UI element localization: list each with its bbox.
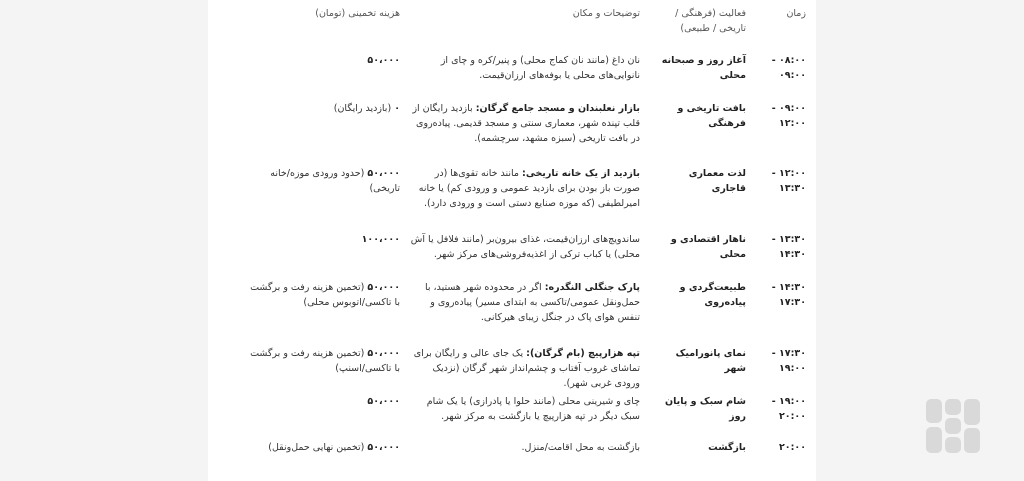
row-time: ۱۳:۳۰ - ۱۴:۳۰ xyxy=(771,234,806,260)
row-cost-note: (بازدید رایگان) xyxy=(333,103,395,114)
row-time: ۱۴:۳۰ - ۱۷:۳۰ xyxy=(771,282,806,308)
row-cost xyxy=(250,394,400,409)
row-desc-bold: تپه هزارپیچ (بام گرگان): xyxy=(526,348,640,359)
row-cost-note: (تخمین هزینه رفت و برگشت با تاکسی/اسنپ) xyxy=(250,348,400,374)
logo-grid-icon xyxy=(924,397,982,455)
row-time: ۲۰:۰۰ xyxy=(779,442,806,453)
row-time: ۱۹:۰۰ - ۲۰:۰۰ xyxy=(771,396,806,422)
row-cost xyxy=(250,101,400,116)
row-description xyxy=(408,101,640,146)
row-cost-note: (حدود ورودی موزه/خانه تاریخی) xyxy=(270,168,400,194)
header-time: زمان xyxy=(786,8,806,19)
row-cost-amount: ۰ xyxy=(394,103,400,114)
row-description xyxy=(408,280,640,325)
row-cost-amount: ۵۰،۰۰۰ xyxy=(367,396,400,407)
row-activity: بازگشت xyxy=(708,442,746,453)
row-activity: بافت تاریخی و فرهنگی xyxy=(677,103,746,129)
row-cost-amount: ۵۰،۰۰۰ xyxy=(367,282,400,293)
row-desc-bold: بازدید از یک خانه تاریخی: xyxy=(522,168,640,179)
row-cost-amount: ۵۰،۰۰۰ xyxy=(367,348,400,359)
row-cost xyxy=(250,166,400,196)
header-description: توضیحات و مکان xyxy=(572,8,640,19)
row-description xyxy=(408,440,640,455)
row-description xyxy=(408,166,640,211)
row-desc-text: نان داغ (مانند نان کماج محلی) و پنیر/کره و چای از نانوایی‌های محلی یا بوفه‌های ارزان‌قیمت. xyxy=(440,55,640,81)
row-description xyxy=(408,346,640,391)
row-desc-text: چای و شیرینی محلی (مانند حلوا یا پادرازی) یا یک شام سبک دیگر در تپه هزارپیچ یا بازگشت به مرکز شهر. xyxy=(426,396,640,422)
row-cost-amount: ۵۰،۰۰۰ xyxy=(367,55,400,66)
row-cost xyxy=(250,280,400,310)
row-time: ۱۷:۳۰ - ۱۹:۰۰ xyxy=(771,348,806,374)
row-cost xyxy=(250,440,400,455)
row-cost-note: (تخمین نهایی حمل‌ونقل) xyxy=(268,442,368,453)
itinerary-sheet xyxy=(208,0,816,481)
row-description xyxy=(408,232,640,262)
row-cost-note: (تخمین هزینه رفت و برگشت با تاکسی/اتوبوس محلی) xyxy=(250,282,400,308)
row-activity: شام سبک و پایان روز xyxy=(664,396,746,422)
row-activity: لذت معماری قاجاری xyxy=(688,168,746,194)
row-desc-text: ساندویچ‌های ارزان‌قیمت، غذای بیرون‌بر (مانند فلافل یا آش محلی) یا کباب ترکی از اغذیه‌فروشی‌های مرکز شهر. xyxy=(410,234,640,260)
row-desc-text: اگر در محدوده شهر هستید، با حمل‌ونقل عمومی/تاکسی به ابتدای مسیر) پیاده‌روی و تنفس هوای پاک در جنگل زیبای هیرکانی. xyxy=(424,282,640,323)
row-activity: ناهار اقتصادی و محلی xyxy=(670,234,746,260)
row-desc-text: یک جای عالی و رایگان برای تماشای غروب آفتاب و چشم‌انداز شهر گرگان (نزدیک ورودی غربی شهر). xyxy=(413,348,640,389)
row-cost xyxy=(250,346,400,376)
row-time: ۰۸:۰۰ - ۰۹:۰۰ xyxy=(771,55,806,81)
row-activity: آغاز روز و صبحانه محلی xyxy=(661,55,746,81)
row-cost-amount: ۱۰۰،۰۰۰ xyxy=(361,234,400,245)
row-description xyxy=(408,394,640,424)
row-cost-amount: ۵۰،۰۰۰ xyxy=(367,168,400,179)
row-cost-amount: ۵۰،۰۰۰ xyxy=(367,442,400,453)
row-desc-bold: بازار نعلبندان و مسجد جامع گرگان: xyxy=(475,103,640,114)
row-desc-text: مانند خانه تقوی‌ها (در صورت باز بودن برای بازدید عمومی و ورودی کم) یا خانه امیرلطیفی (که موزه صنایع دستی است و ورودی دارد). xyxy=(418,168,640,209)
row-desc-text: بازدید رایگان از قلب تپنده شهر، معماری سنتی و مسجد قدیمی. پیاده‌روی در بافت تاریخی (سبزه مشهد، سرچشمه). xyxy=(412,103,640,144)
row-cost xyxy=(250,232,400,247)
row-time: ۱۲:۰۰ - ۱۳:۳۰ xyxy=(771,168,806,194)
row-activity: نمای پانورامیک شهر xyxy=(675,348,746,374)
header-cost: هزینه تخمینی (تومان) xyxy=(315,8,400,19)
row-time: ۰۹:۰۰ - ۱۲:۰۰ xyxy=(771,103,806,129)
header-activity: فعالیت (فرهنگی / تاریخی / طبیعی) xyxy=(675,8,746,34)
row-description xyxy=(408,53,640,83)
row-desc-text: بازگشت به محل اقامت/منزل. xyxy=(521,442,640,453)
row-cost xyxy=(250,53,400,68)
row-activity: طبیعت‌گردی و پیاده‌روی xyxy=(679,282,746,308)
row-desc-bold: پارک جنگلی النگدره: xyxy=(544,282,640,293)
